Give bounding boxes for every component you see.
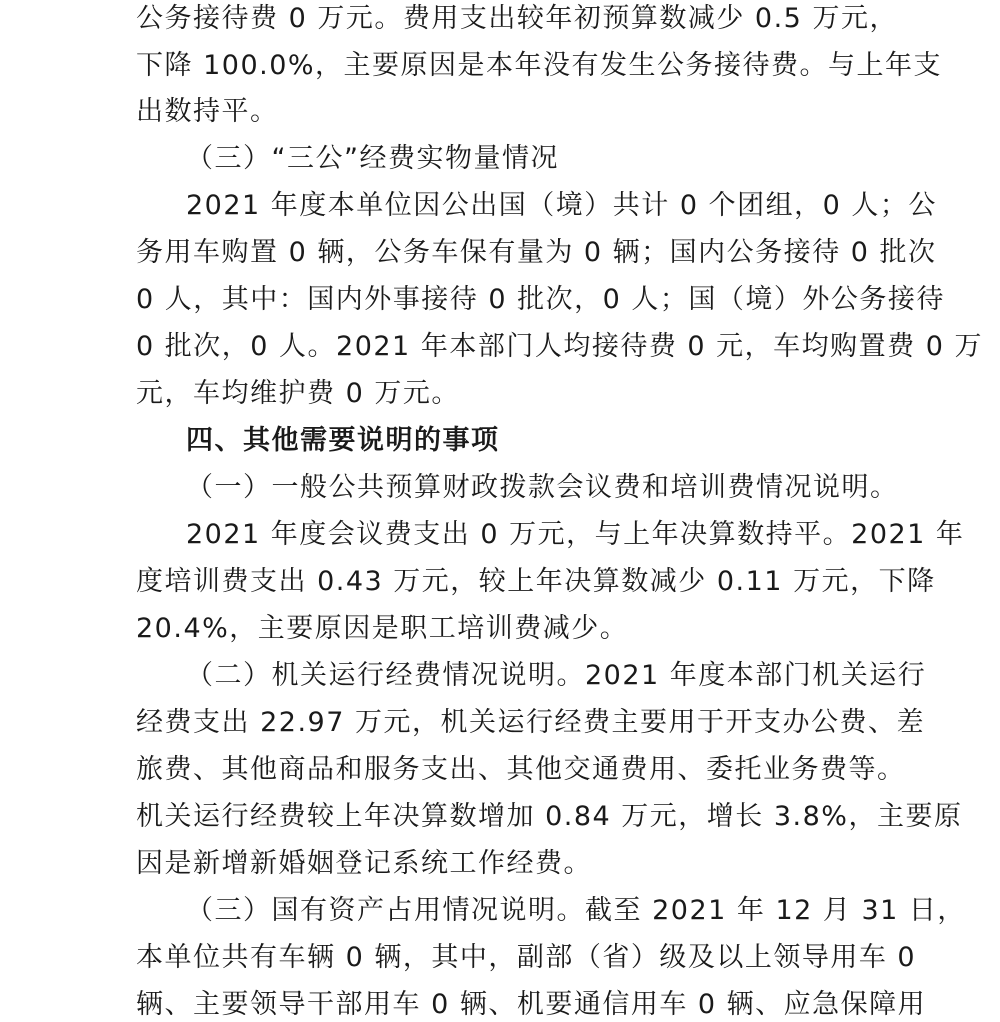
paragraph-line: 经费支出 22.97 万元，机关运行经费主要用于开支办公费、差 (136, 707, 925, 738)
paragraph-line: 务用车购置 0 辆，公务车保有量为 0 辆；国内公务接待 0 批次 (136, 237, 937, 268)
paragraph-line: 2021 年度会议费支出 0 万元，与上年决算数持平。2021 年 (186, 519, 965, 550)
paragraph-line: 出数持平。 (136, 96, 279, 127)
paragraph-line: （三）国有资产占用情况说明。截至 2021 年 12 月 31 日， (186, 895, 966, 926)
paragraph-line: 度培训费支出 0.43 万元，较上年决算数减少 0.11 万元，下降 (136, 566, 936, 597)
paragraph-line: 元，车均维护费 0 万元。 (136, 378, 460, 409)
section-subheading: （三）“三公”经费实物量情况 (186, 143, 559, 174)
paragraph-line: 辆、主要领导干部用车 0 辆、机要通信用车 0 辆、应急保障用 (136, 989, 927, 1020)
paragraph-line: 2021 年度本单位因公出国（境）共计 0 个团组，0 人；公 (186, 190, 937, 221)
paragraph-line: 20.4%，主要原因是职工培训费减少。 (136, 613, 629, 644)
section-heading: 四、其他需要说明的事项 (186, 425, 500, 456)
paragraph-line: （二）机关运行经费情况说明。2021 年度本部门机关运行 (186, 660, 927, 691)
paragraph-line: 旅费、其他商品和服务支出、其他交通费用、委托业务费等。 (136, 754, 906, 785)
paragraph-line: 下降 100.0%，主要原因是本年没有发生公务接待费。与上年支 (136, 50, 943, 81)
paragraph-line: 公务接待费 0 万元。费用支出较年初预算数减少 0.5 万元， (136, 3, 898, 34)
paragraph-line: 因是新增新婚姻登记系统工作经费。 (136, 848, 592, 879)
paragraph-line: 0 人，其中：国内外事接待 0 批次，0 人；国（境）外公务接待 (136, 284, 945, 315)
paragraph-line: 0 批次，0 人。2021 年本部门人均接待费 0 元，车均购置费 0 万 (136, 331, 984, 362)
paragraph-line: 本单位共有车辆 0 辆，其中，副部（省）级及以上领导用车 0 (136, 942, 917, 973)
section-subheading: （一）一般公共预算财政拨款会议费和培训费情况说明。 (186, 472, 899, 503)
paragraph-line: 机关运行经费较上年决算数增加 0.84 万元，增长 3.8%，主要原 (136, 801, 963, 832)
